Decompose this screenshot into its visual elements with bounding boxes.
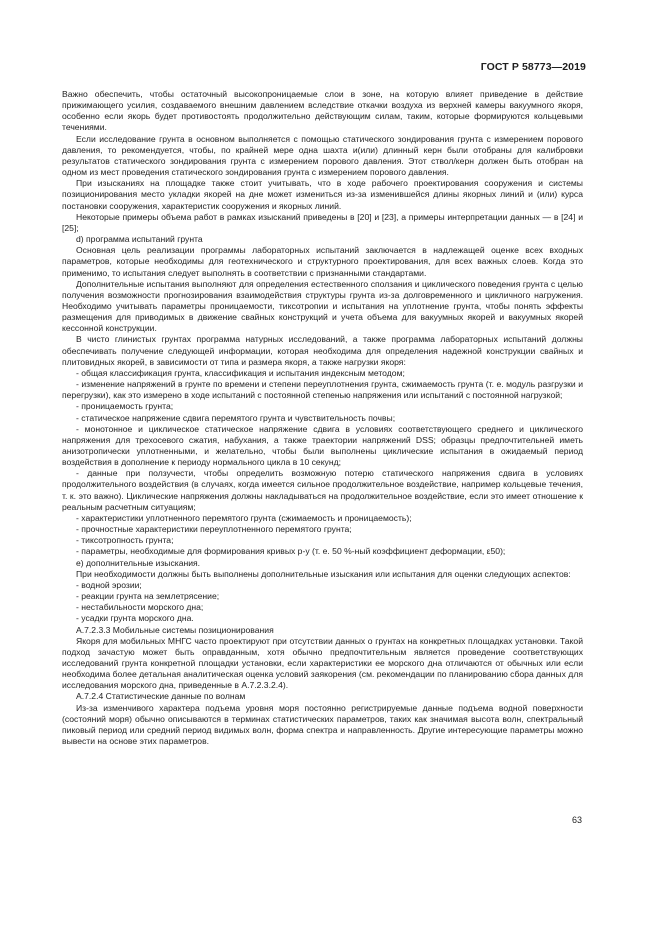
list-item: - общая классификация грунта, классификация и испытания индексным методом; [76, 367, 405, 378]
list-item: - характеристики уплотненного перемятого грунта (сжимаемость и проницаемость); [76, 512, 412, 523]
paragraph: В чисто глинистых грунтах программа натурных исследований, а также программа лабораторных испытаний должны обеспечивать получение следующей информации, которая необходима для определения надежной конструкции свайных и плитовидных якорей, в зависимости от типа и размера якоря, а также нагрузки якоря: [62, 334, 583, 367]
list-item: - параметры, необходимые для формирования кривых p-y (т. е. 50 %-ный коэффициент деформации, ε50); [76, 546, 506, 557]
paragraph: Если исследование грунта в основном выполняется с помощью статического зондирования грунта с измерением порового давления, то рекомендуется, чтобы, по крайней мере одна шахта и(или) длинный керн были отобраны для калибровки результатов статического зондирования грунта с измерением порового давления. Этот ствол/керн должен быть отобран на одном из мест проведения статического зондирования грунта с измерением порового давления. [62, 133, 583, 178]
paragraph: При необходимости должны быть выполнены дополнительные изыскания или испытания для оценки следующих аспектов: [76, 568, 571, 579]
list-item: - прочностные характеристики переуплотненного перемятого грунта; [76, 524, 352, 535]
list-item: - усадки грунта морского дна. [76, 613, 194, 624]
list-item: - водной эрозии; [76, 579, 142, 590]
paragraph: При изысканиях на площадке также стоит учитывать, что в ходе рабочего проектирования сооружения и системы позиционирования место укладки якорей на дне может измениться из-за изменившейся длины якорных линий и (или) курса постановки сооружения, характеристик сооружения и якорных линий. [62, 178, 583, 211]
list-item: - монотонное и циклическое статическое напряжение сдвига в условиях соответствующего среднего и циклического напряжения для трехосевого сжатия, набухания, а также траектории напряжений DSS; образцы предпочтительней иметь анизотропически уплотненными, и желательно, чтобы были выполнены циклические испытания в ожидаемый период воздействия в дополнение к периоду нормального цикла в 10 секунд; [62, 423, 583, 468]
paragraph: Якоря для мобильных МНГС часто проектируют при отсутствии данных о грунтах на конкретных площадках установки. Такой подход зачастую может быть оправданным, хотя обычно предпочтительным является проведение соответствующих исследований грунта конкретной площадки установки, если характеристики ее морского дна отличаются от обычных или если необходима более детальная аналитическая оценка условий заякорения (см. рекомендации по планированию сбора данных для исследования морского дна, приведенные в А.7.2.3.2.4). [62, 635, 583, 691]
list-item: - реакции грунта на землетрясение; [76, 591, 220, 602]
list-item: - статическое напряжение сдвига перемятого грунта и чувствительность почвы; [76, 412, 396, 423]
section-heading: А.7.2.3.3 Мобильные системы позиционирования [76, 624, 274, 635]
list-item: - данные при ползучести, чтобы определить возможную потерю статического напряжения сдвига в условиях продолжительного воздействия (в случаях, когда имеется сильное продолжительное воздействие, например кольцевые течения, т. к. это важно). Циклические напряжения должны накладываться на продолжительное воздействие, если это имеет отношение к реальным расчетным ситуациям; [62, 468, 583, 512]
list-item: - проницаемость грунта; [76, 401, 174, 412]
paragraph: Дополнительные испытания выполняют для определения естественного сползания и циклического поведения грунта с целью получения возможности прогнозирования взаимодействия структуры грунта из-за долговременного и цикличного нагружения. Необходимо учитывать параметры проницаемости, тиксотропии и испытания на уплотнение грунта, чтобы понять эффекты размещения для приводимых в движение свайных конструкций и учета объема для вакуумных якорей и вакуумных якорей кессонной конструкции. [62, 278, 583, 334]
list-heading: d) программа испытаний грунта [76, 234, 203, 245]
list-item: - нестабильности морского дна; [76, 602, 204, 613]
list-item: - тиксотропность грунта; [76, 535, 174, 546]
list-heading: е) дополнительные изыскания. [76, 557, 201, 568]
page-number: 63 [571, 815, 582, 825]
document-body [62, 89, 583, 747]
list-item: - изменение напряжений в грунте по времени и степени переуплотнения грунта, сжимаемость грунта (т. е. модуль разгрузки и перегрузки), как это измерено в ходе испытаний с постоянной степенью напряжения или испытаний с постоянной нагрузкой; [62, 379, 583, 401]
paragraph: Основная цель реализации программы лабораторных испытаний заключается в надлежащей оценке всех входных параметров, которые необходимы для геотехнического и структурного проектирования, для всех важных слоев. Когда это применимо, то испытания следует выполнять в соответствии с признанными стандартами. [62, 245, 583, 278]
standard-header: ГОСТ Р 58773—2019 [480, 61, 586, 73]
section-heading: А.7.2.4 Статистические данные по волнам [76, 691, 246, 702]
paragraph: Некоторые примеры объема работ в рамках изысканий приведены в [20] и [23], а примеры интерпретации данных — в [24] и [25]; [62, 211, 583, 233]
paragraph: Важно обеспечить, чтобы остаточный высокопроницаемые слои в зоне, на которую влияет приведение в действие прижимающего усилия, создаваемого внешним давлением вследствие откачки воздуха из верхней камеры вакуумного якоря, особенно если якорь будет противостоять продолжительно действующим силам, таким, которые формируются кольцевыми течениями. [62, 89, 583, 133]
paragraph: Из-за изменчивого характера подъема уровня моря постоянно регистрируемые данные подъема водной поверхности (состояний моря) обычно описываются в терминах статистических параметров, таких как значимая высота волн, спектральный пиковый период или средний период видимых волн, форма спектра и направленность. Другие интересующие параметры можно вывести на основе этих параметров. [62, 702, 583, 747]
